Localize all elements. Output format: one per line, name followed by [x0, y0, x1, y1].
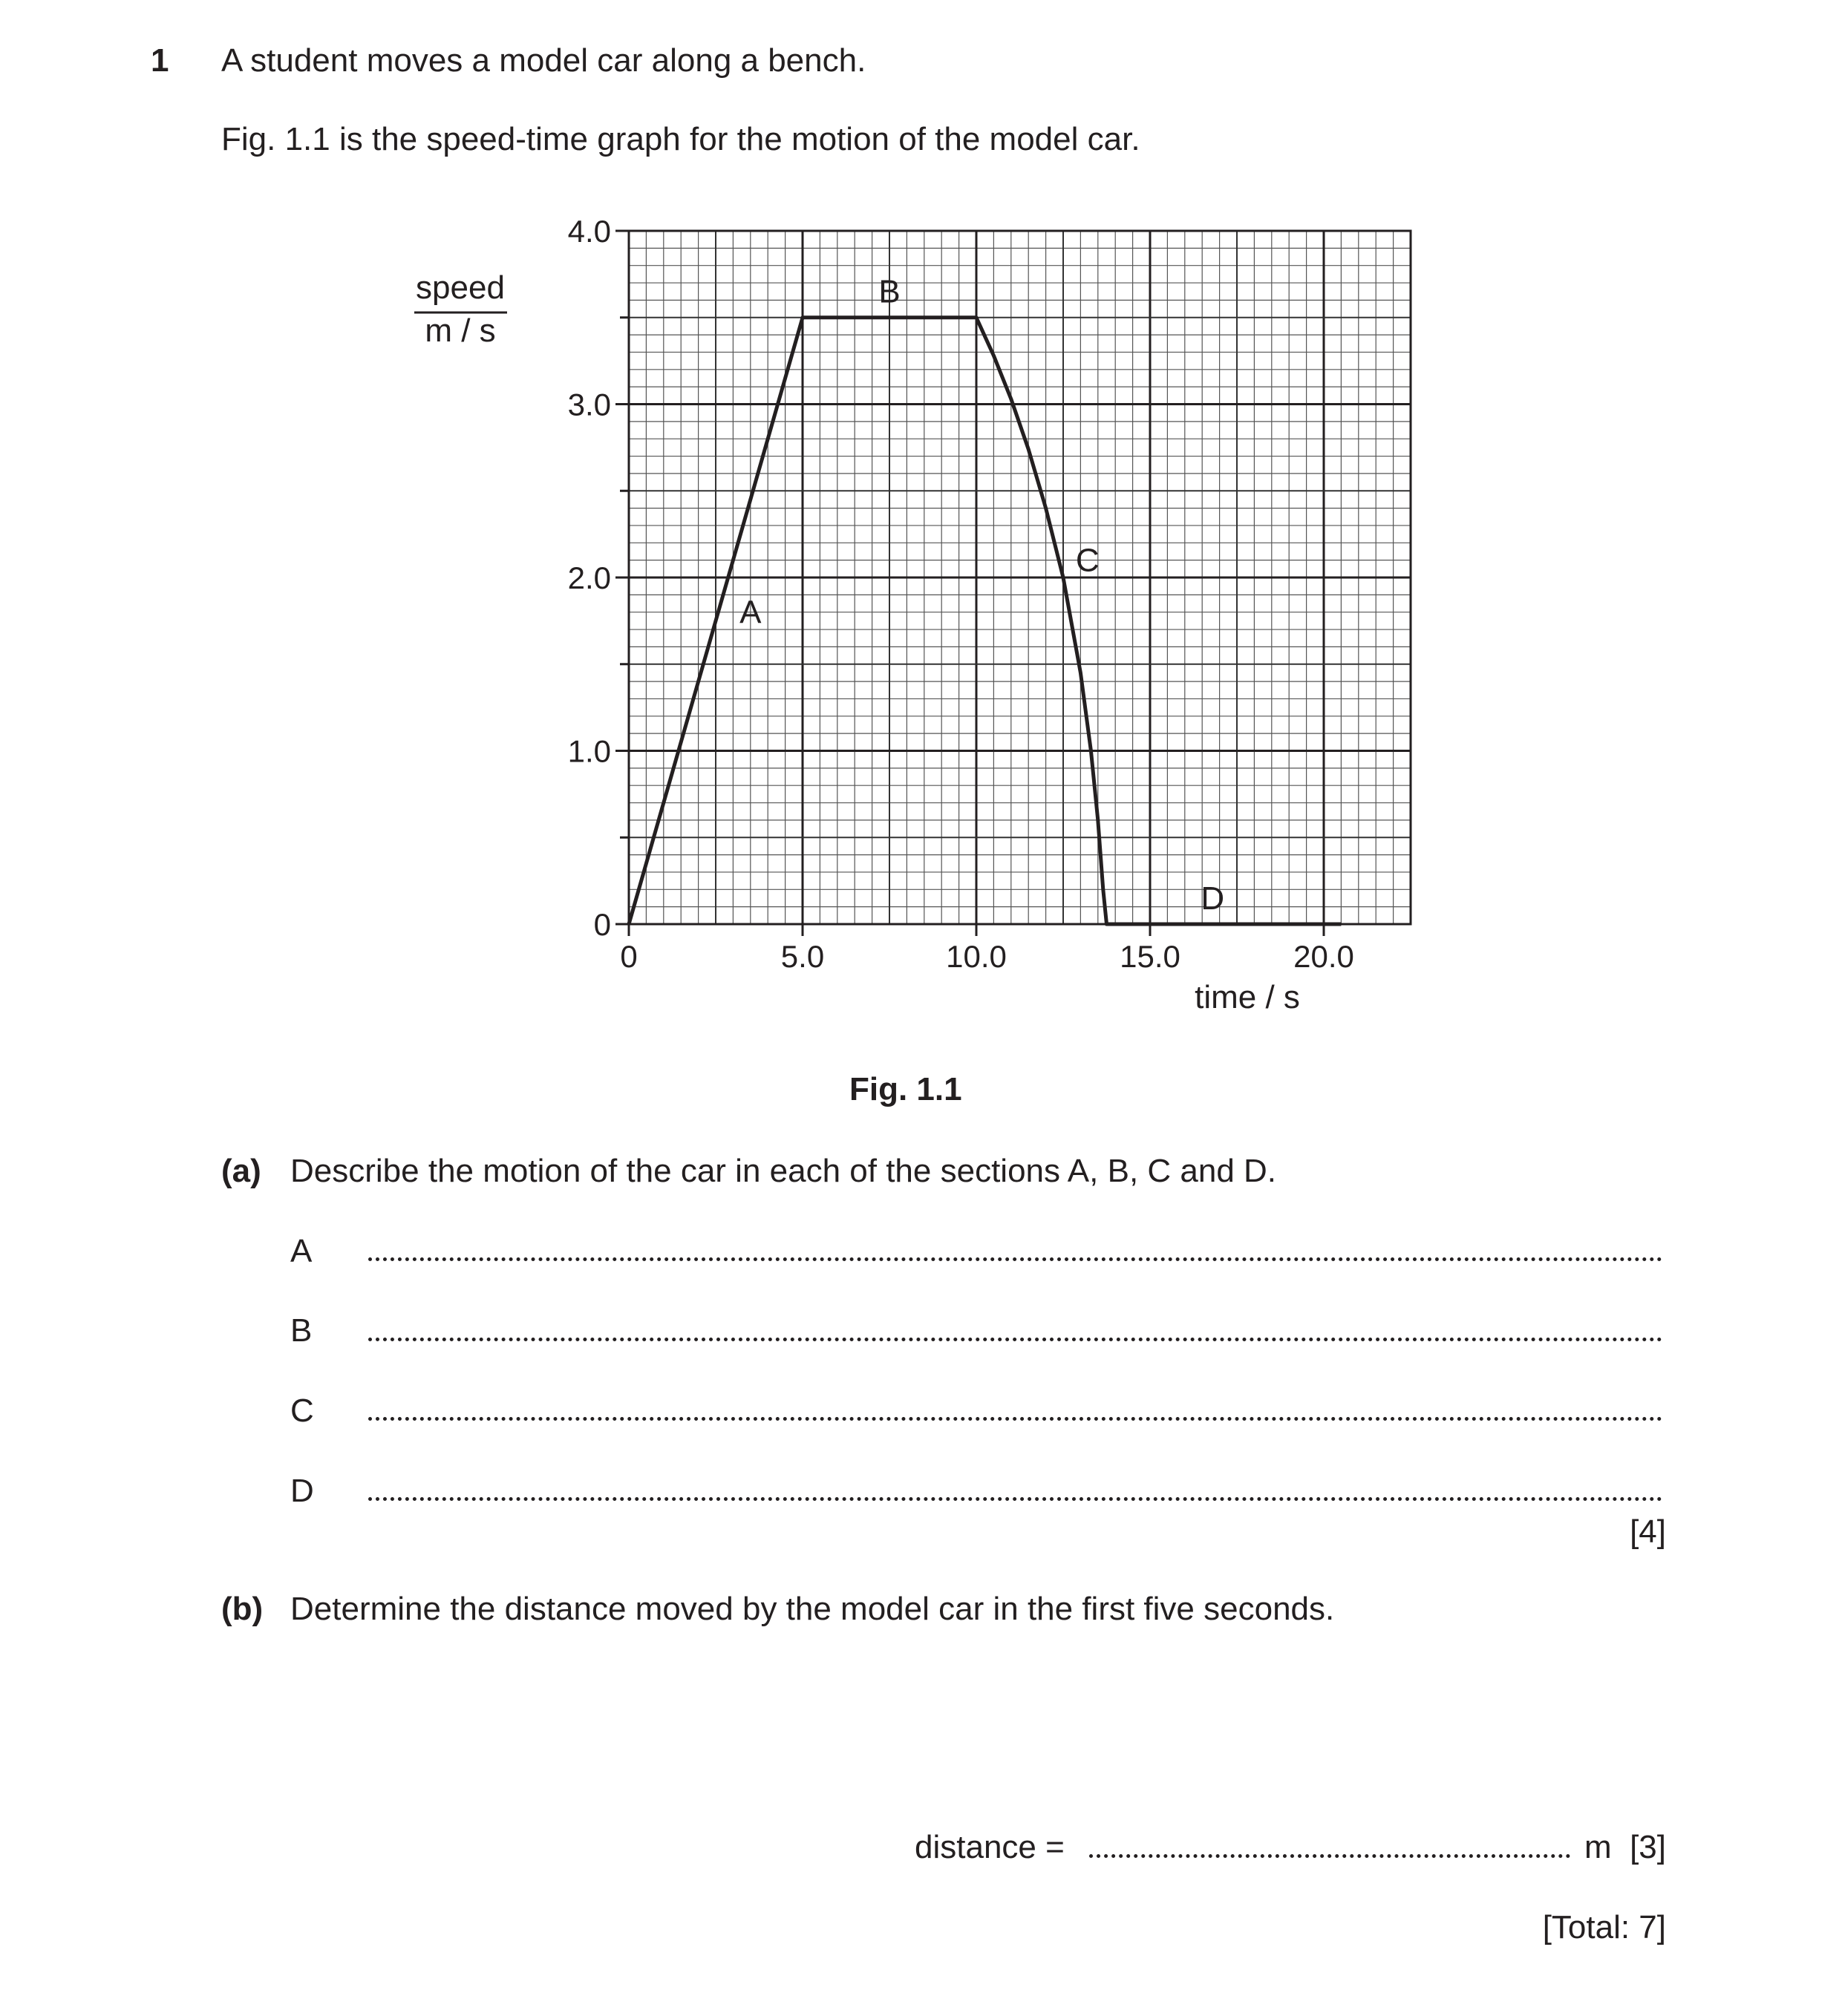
y-tick-label: 4.0 [567, 214, 611, 249]
answer-line-b[interactable] [368, 1338, 1662, 1341]
distance-answer-line[interactable] [1089, 1854, 1570, 1858]
x-tick-label: 15.0 [1120, 939, 1180, 974]
y-tick-label: 1.0 [567, 733, 611, 769]
part-b-marks: [3] [1630, 1829, 1666, 1865]
figure-reference: Fig. 1.1 is the speed-time graph for the motion of the model car. [221, 121, 1140, 157]
speed-time-line [629, 318, 1341, 924]
x-tick-label: 0 [620, 939, 638, 974]
section-label-a: A [739, 594, 762, 631]
part-b-label: (b) [221, 1591, 264, 1627]
part-b-text: Determine the distance moved by the model car in the first five seconds. [290, 1591, 1335, 1627]
answer-line-d[interactable] [368, 1497, 1662, 1501]
answer-label-b: B [290, 1312, 313, 1349]
part-a-text: Describe the motion of the car in each of the sections A, B, C and D. [290, 1153, 1277, 1189]
y-tick-label: 2.0 [567, 560, 611, 595]
x-tick-label: 20.0 [1293, 939, 1354, 974]
distance-unit: m [1584, 1829, 1612, 1865]
y-axis-unit: m / s [425, 312, 496, 349]
figure-caption: Fig. 1.1 [849, 1071, 962, 1107]
part-a-marks: [4] [1630, 1513, 1666, 1550]
answer-label-d: D [290, 1473, 314, 1509]
question-intro: A student moves a model car along a bench. [221, 42, 866, 79]
section-label-c: C [1075, 542, 1100, 579]
total-marks: [Total: 7] [1542, 1909, 1666, 1945]
answer-label-a: A [290, 1233, 313, 1269]
part-a-label: (a) [221, 1153, 261, 1189]
x-tick-label: 10.0 [946, 939, 1007, 974]
y-tick-label: 0 [593, 907, 611, 942]
answer-line-a[interactable] [368, 1257, 1662, 1261]
distance-prefix: distance = [915, 1829, 1065, 1865]
x-axis-label: time / s [1195, 979, 1300, 1015]
y-axis-label: speed [416, 269, 505, 306]
section-label-d: D [1201, 880, 1225, 917]
y-tick-label: 3.0 [567, 387, 611, 422]
question-number: 1 [151, 42, 169, 79]
answer-line-c[interactable] [368, 1417, 1662, 1421]
answer-label-c: C [290, 1392, 314, 1429]
section-label-b: B [878, 273, 901, 310]
x-tick-label: 5.0 [780, 939, 825, 974]
